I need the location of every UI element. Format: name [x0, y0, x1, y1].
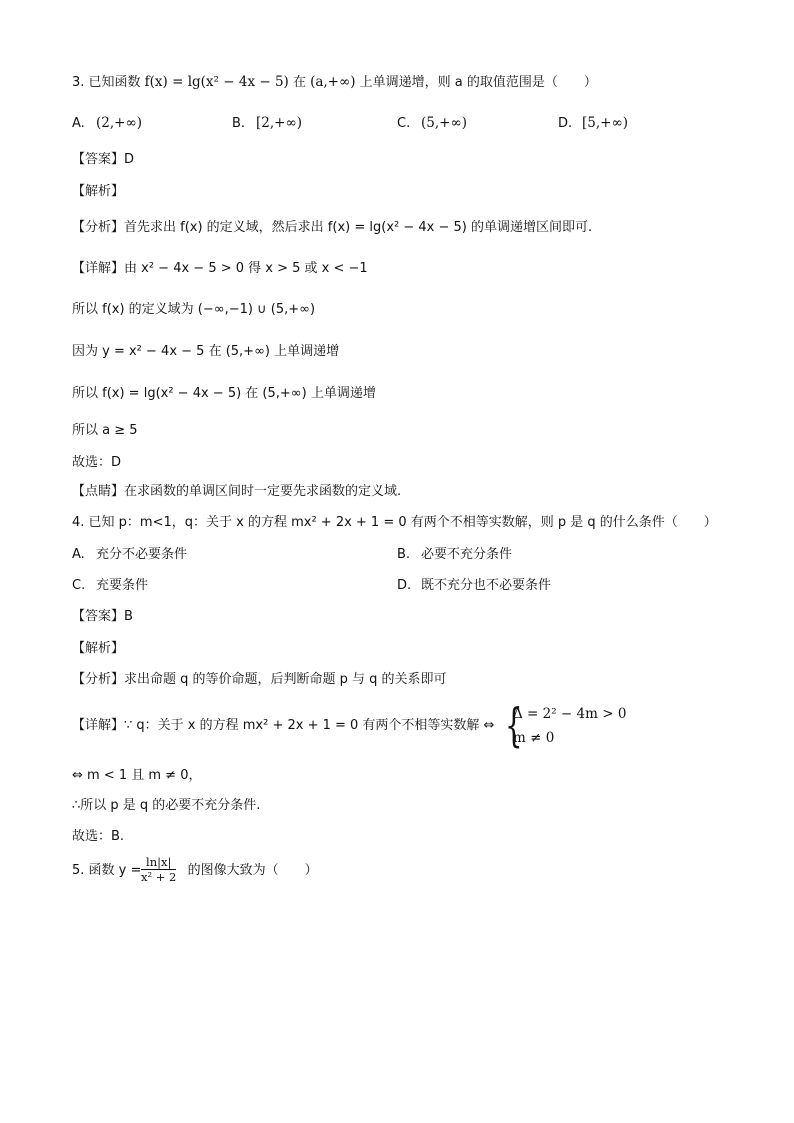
- q3-stem-mid: 在: [288, 75, 311, 90]
- fraction-numerator: ln|x|: [141, 855, 176, 870]
- option-text: 必要不充分条件: [421, 547, 513, 562]
- system-row-2: m ≠ 0: [513, 730, 555, 746]
- option-text: [2,+∞): [256, 115, 302, 131]
- option-label: B.: [232, 116, 246, 131]
- option-label: C.: [397, 116, 411, 131]
- q3-stem-interval: (a,+∞): [310, 74, 356, 90]
- q3-option-a: [72, 113, 142, 134]
- option-text: [5,+∞): [582, 115, 628, 131]
- q5-stem-prefix: 5. 函数 y =: [72, 863, 146, 878]
- q3-step-4: 所以 a ≥ 5: [72, 423, 138, 438]
- q3-step-3: 所以 f(x) = lg(x² − 4x − 5) 在 (5,+∞) 上单调递增: [72, 386, 376, 401]
- q4-detail: 【详解】∵ q：关于 x 的方程 mx² + 2x + 1 = 0 有两个不相等实数解 ⇔: [72, 718, 495, 733]
- option-text: 充要条件: [96, 578, 149, 593]
- q3-detail: 【详解】由 x² − 4x − 5 > 0 得 x > 5 或 x < −1: [72, 261, 368, 276]
- q5-stem: [72, 861, 318, 881]
- q4-fenxi: 【分析】求出命题 q 的等价命题，后判断命题 p 与 q 的关系即可: [72, 672, 447, 687]
- q3-stem-prefix: 3. 已知函数: [72, 75, 145, 90]
- option-text: 既不充分也不必要条件: [421, 578, 552, 593]
- q3-answer: 【答案】D: [72, 152, 135, 167]
- q4-choice: 故选：B.: [72, 829, 125, 844]
- option-label: C.: [72, 578, 86, 593]
- option-label: A.: [72, 547, 85, 562]
- system-row-1: Δ = 2² − 4m > 0: [513, 706, 627, 722]
- option-text: (2,+∞): [96, 115, 142, 131]
- q4-analysis-heading: 【解析】: [72, 641, 125, 656]
- q4-option-d: [397, 576, 551, 596]
- q3-stem-formula: f(x) = lg(x² − 4x − 5): [144, 74, 289, 90]
- q5-stem-suffix: 的图像大致为（ ）: [183, 863, 318, 878]
- option-text: (5,+∞): [421, 115, 467, 131]
- q4-step-1: ⇔ m < 1 且 m ≠ 0，: [72, 768, 202, 783]
- q3-option-c: [397, 113, 467, 134]
- q3-stem: [72, 72, 597, 93]
- q3-option-d: [558, 113, 628, 134]
- option-label: D.: [558, 116, 573, 131]
- option-label: A.: [72, 116, 85, 131]
- q5-fraction: [141, 855, 176, 884]
- q4-option-c: [72, 576, 148, 596]
- q3-dianjing: 【点睛】在求函数的单调区间时一定要先求函数的定义域.: [72, 484, 402, 499]
- q4-option-b: [397, 545, 512, 565]
- q4-stem: 4. 已知 p：m<1，q：关于 x 的方程 mx² + 2x + 1 = 0 有两个不相等实数解，则 p 是 q 的什么条件（ ）: [72, 515, 717, 530]
- option-text: 充分不必要条件: [96, 547, 188, 562]
- q4-step-2: ∴所以 p 是 q 的必要不充分条件.: [72, 798, 261, 813]
- q4-answer: 【答案】B: [72, 609, 133, 624]
- option-label: D.: [397, 578, 412, 593]
- q3-analysis-heading: 【解析】: [72, 184, 125, 199]
- q4-option-a: [72, 545, 187, 565]
- q3-fenxi: 【分析】首先求出 f(x) 的定义域，然后求出 f(x) = lg(x² − 4x − 5) 的单调递增区间即可.: [72, 220, 593, 235]
- q3-stem-suffix: 上单调递增，则 a 的取值范围是（ ）: [355, 75, 597, 90]
- q3-option-b: [232, 113, 302, 134]
- option-label: B.: [397, 547, 411, 562]
- q4-equation-system: [505, 698, 645, 752]
- q3-step-2: 因为 y = x² − 4x − 5 在 (5,+∞) 上单调递增: [72, 344, 340, 359]
- fraction-denominator: x² + 2: [141, 870, 177, 884]
- q3-choice: 故选：D: [72, 455, 122, 470]
- left-brace-symbol: {: [505, 698, 523, 752]
- q3-step-1: 所以 f(x) 的定义域为 (−∞,−1) ∪ (5,+∞): [72, 302, 316, 317]
